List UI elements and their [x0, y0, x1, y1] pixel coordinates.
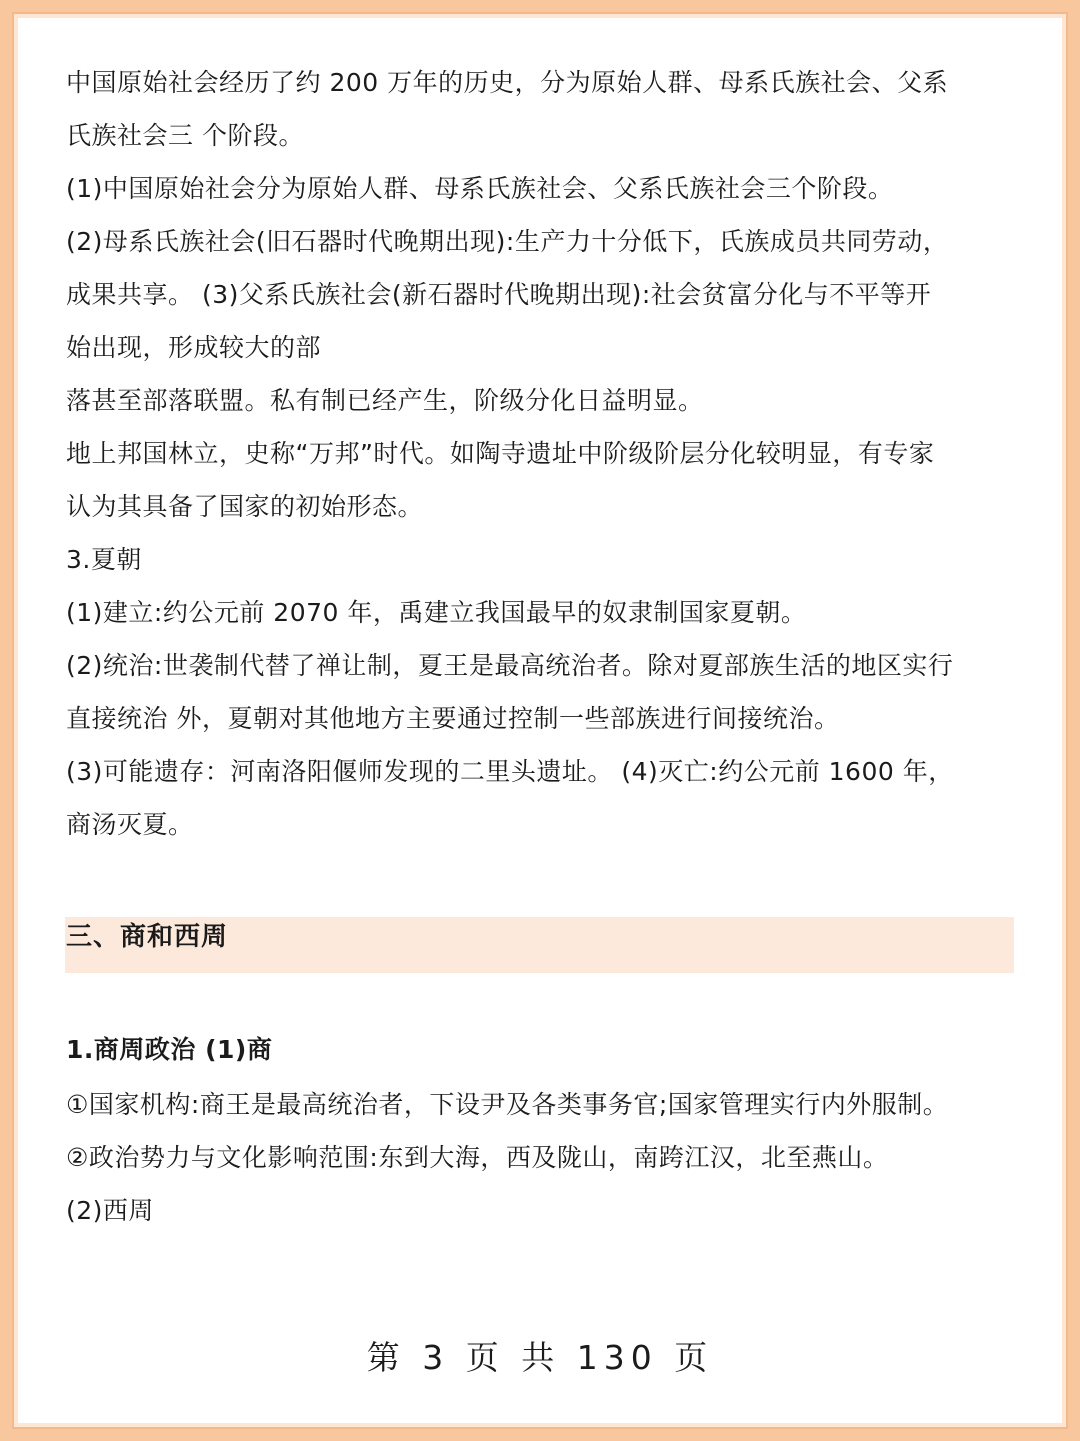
body-line-6: 始出现，形成较大的部 [66, 333, 322, 362]
body-line-14: (3)可能遗存：河南洛阳偃师发现的二里头遗址。 (4)灭亡:约公元前 1600 年， [66, 757, 954, 786]
body-line-4: (2)母系氏族社会(旧石器时代晚期出现):生产力十分低下，氏族成员共同劳动， [66, 227, 949, 256]
section-line-4: (2)西周 [66, 1196, 154, 1225]
body-line-9: 认为其具备了国家的初始形态。 [66, 492, 424, 521]
page-number-footer: 第 3 页 共 130 页 [366, 1338, 714, 1377]
body-line-5: 成果共享。 (3)父系氏族社会(新石器时代晚期出现):社会贫富分化与不平等开 [66, 280, 932, 309]
body-line-15: 商汤灭夏。 [66, 810, 194, 839]
section-line-2: ①国家机构:商王是最高统治者，下设尹及各类事务官;国家管理实行内外服制。 [66, 1090, 949, 1119]
body-line-7: 落甚至部落联盟。私有制已经产生，阶级分化日益明显。 [66, 386, 704, 415]
body-line-13: 直接统治 外，夏朝对其他地方主要通过控制一些部族进行间接统治。 [66, 704, 840, 733]
body-line-8: 地上邦国林立，史称“万邦”时代。如陶寺遗址中阶级阶层分化较明显，有专家 [66, 439, 935, 468]
body-line-12: (2)统治:世袭制代替了禅让制，夏王是最高统治者。除对夏部族生活的地区实行 [66, 651, 954, 680]
body-line-3: (1)中国原始社会分为原始人群、母系氏族社会、父系氏族社会三个阶段。 [66, 174, 894, 203]
body-line-1: 中国原始社会经历了约 200 万年的历史，分为原始人群、母系氏族社会、父系 [66, 68, 949, 97]
heading-xia-dynasty: 3.夏朝 [66, 545, 142, 574]
subheading-shang-zhou-politics: 1.商周政治 (1)商 [66, 1035, 273, 1064]
body-line-11: (1)建立:约公元前 2070 年，禹建立我国最早的奴隶制国家夏朝。 [66, 598, 807, 627]
section-line-3: ②政治势力与文化影响范围:东到大海，西及陇山，南跨江汉，北至燕山。 [66, 1143, 889, 1172]
section-heading: 三、商和西周 [66, 922, 229, 952]
body-line-2: 氏族社会三 个阶段。 [66, 121, 304, 150]
